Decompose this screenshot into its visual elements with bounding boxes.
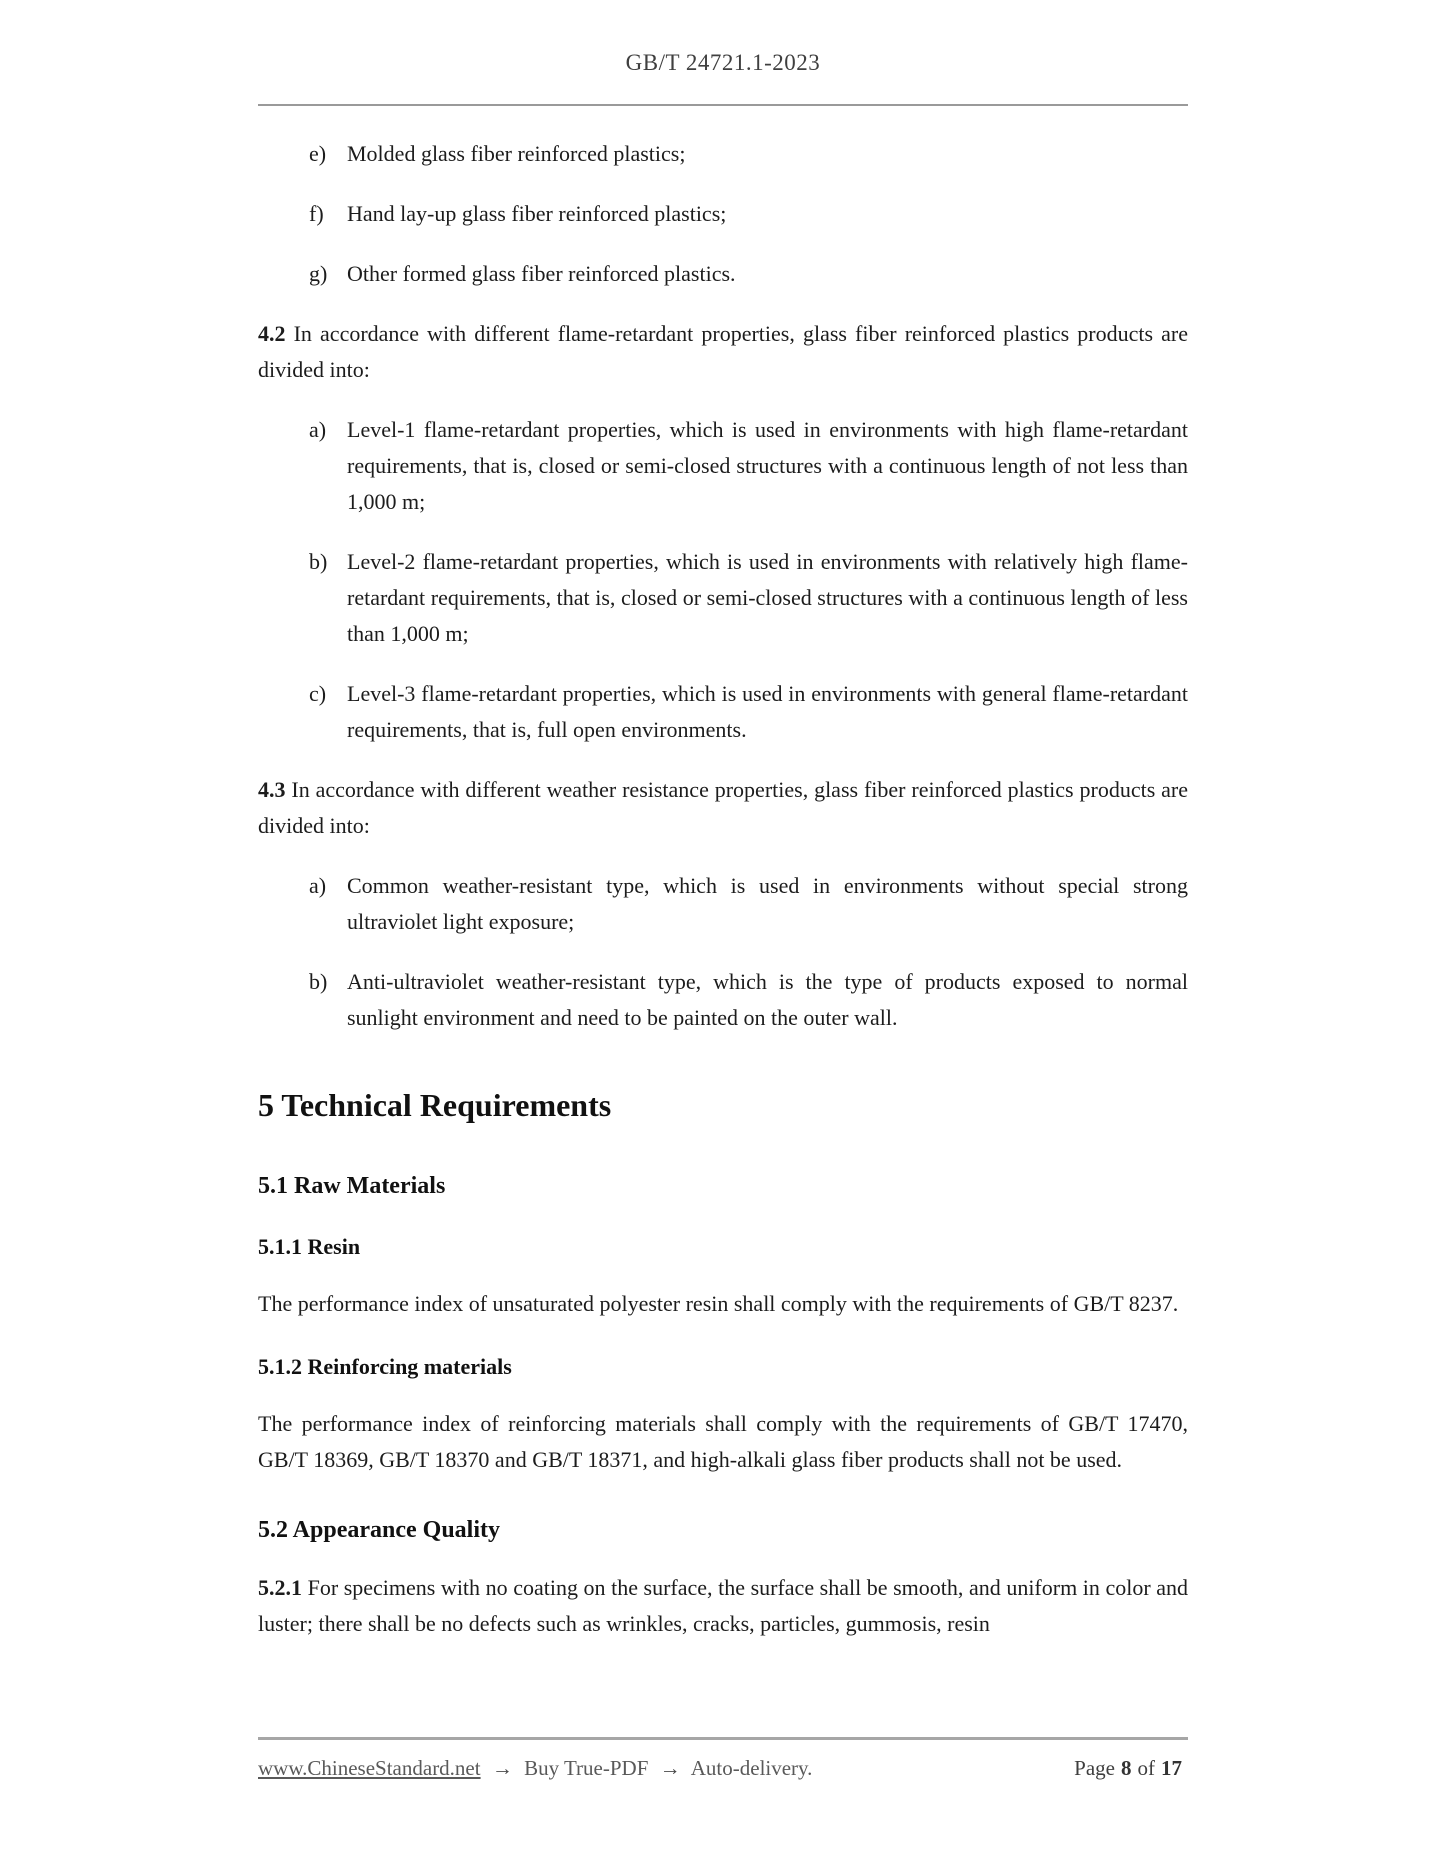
list-item-text: Molded glass fiber reinforced plastics; — [347, 141, 686, 166]
standard-code: GB/T 24721.1-2023 — [625, 50, 821, 75]
of-label: of — [1137, 1756, 1155, 1780]
list-item — [309, 196, 1188, 232]
section-5-1-1-paragraph: The performance index of unsaturated polyester resin shall comply with the requirements of GB/T 8237. — [258, 1291, 1179, 1316]
footer-row — [258, 1754, 1188, 1782]
section-5-2-heading: 5.2 Appearance Quality — [258, 1517, 501, 1543]
right-arrow-icon: → — [659, 1756, 681, 1780]
footer-divider — [258, 1737, 1188, 1740]
list-marker: a) — [309, 417, 327, 442]
section-5-1-2-heading: 5.1.2 Reinforcing materials — [258, 1354, 512, 1379]
section-5-1-1-heading: 5.1.1 Resin — [258, 1234, 361, 1259]
clause-number: 4.3 — [258, 777, 286, 802]
list-marker: c) — [309, 681, 327, 706]
list-item — [309, 544, 1188, 652]
auto-delivery-text: Auto-delivery. — [690, 1756, 813, 1780]
list-marker: g) — [309, 261, 328, 286]
clause-4-2 — [258, 316, 1188, 388]
clause-text: For specimens with no coating on the surface, the surface shall be smooth, and uniform in color and luster; there shall be no defects such as wrinkles, cracks, particles, gummosis, resin — [258, 1575, 1188, 1636]
list-item-text: Level-1 flame-retardant properties, which is used in environments with high flame-retardant requirements, that is, closed or semi-closed structures with a continuous length of not less than 1,000 m; — [347, 417, 1188, 514]
page-indicator — [1074, 1754, 1188, 1782]
page-header — [258, 48, 1188, 106]
clause-text: In accordance with different weather resistance properties, glass fiber reinforced plastics products are divided into: — [258, 777, 1189, 838]
section-5-1-heading: 5.1 Raw Materials — [258, 1173, 446, 1199]
buy-true-pdf-text: Buy True-PDF — [524, 1756, 649, 1780]
footer-promo — [258, 1754, 812, 1782]
page-label: Page — [1074, 1756, 1115, 1780]
list-item-text: Anti-ultraviolet weather-resistant type, which is the type of products exposed to normal sunlight environment and need to be painted on the outer wall. — [347, 969, 1188, 1030]
list-item — [309, 868, 1188, 940]
list-marker: e) — [309, 141, 327, 166]
document-body — [258, 136, 1188, 1642]
header-divider — [258, 104, 1188, 106]
clause-4-3 — [258, 772, 1188, 844]
list-item — [309, 964, 1188, 1036]
list-marker: f) — [309, 201, 324, 226]
section-5-heading: 5 Technical Requirements — [258, 1087, 612, 1123]
chinesestandard-link[interactable]: www.ChineseStandard.net — [258, 1756, 481, 1780]
list-item-text: Hand lay-up glass fiber reinforced plastics; — [347, 201, 727, 226]
list-marker: b) — [309, 969, 328, 994]
clause-number: 5.2.1 — [258, 1575, 302, 1600]
right-arrow-icon: → — [491, 1756, 513, 1780]
list-item — [309, 412, 1188, 520]
list-item-text: Common weather-resistant type, which is used in environments without special strong ultraviolet light exposure; — [347, 873, 1188, 934]
total-pages-number: 17 — [1161, 1756, 1182, 1780]
page-footer — [258, 1737, 1188, 1870]
list-marker: a) — [309, 873, 327, 898]
clause-5-2-1 — [258, 1570, 1188, 1642]
current-page-number: 8 — [1121, 1756, 1132, 1780]
clause-text: In accordance with different flame-retardant properties, glass fiber reinforced plastics products are divided into: — [258, 321, 1188, 382]
list-item-text: Other formed glass fiber reinforced plastics. — [347, 261, 736, 286]
list-item-text: Level-3 flame-retardant properties, which is used in environments with general flame-retardant requirements, that is, full open environments. — [347, 681, 1188, 742]
list-item — [309, 136, 1188, 172]
list-item — [309, 676, 1188, 748]
list-item — [309, 256, 1188, 292]
clause-number: 4.2 — [258, 321, 286, 346]
section-5-1-2-paragraph: The performance index of reinforcing materials shall comply with the requirements of GB/T 17470, GB/T 18369, GB/T 18370 and GB/T 18371, and high-alkali glass fiber products shall not be used. — [258, 1411, 1188, 1472]
list-marker: b) — [309, 549, 328, 574]
list-item-text: Level-2 flame-retardant properties, which is used in environments with relatively high flame-retardant requirements, that is, closed or semi-closed structures with a continuous length of less than 1,000 m; — [347, 549, 1188, 646]
